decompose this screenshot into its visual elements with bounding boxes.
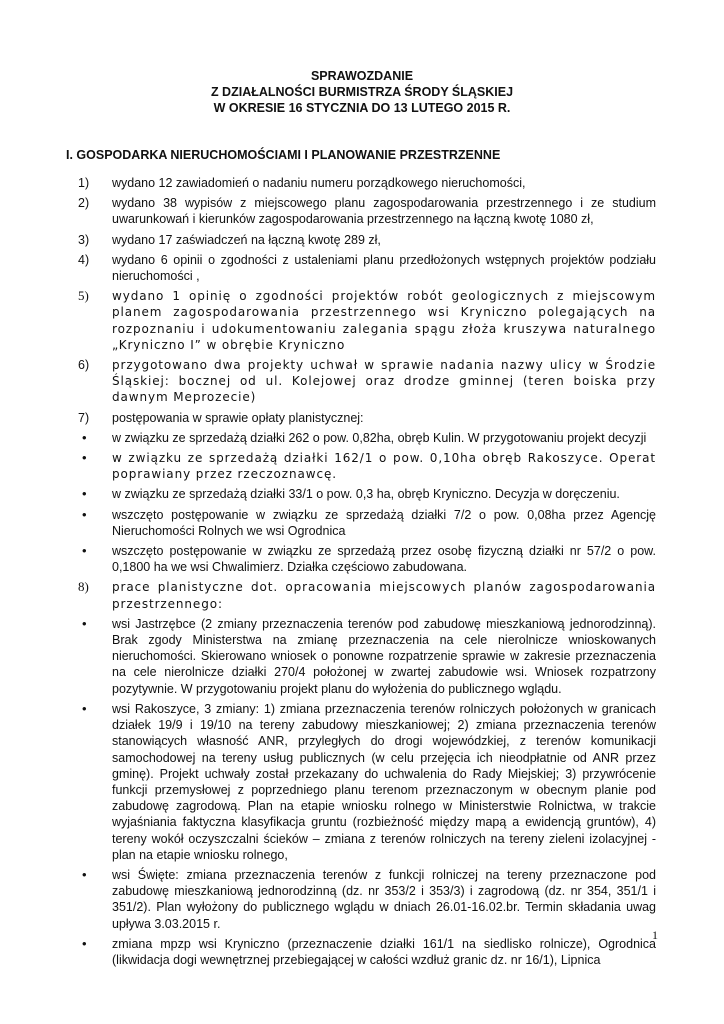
- list-item: [78, 175, 656, 191]
- section-title: I. GOSPODARKA NIERUCHOMOŚCIAMI I PLANOWANIE PRZESTRZENNE: [66, 148, 501, 162]
- item-marker: 2): [78, 196, 90, 211]
- list-item: [78, 867, 656, 932]
- bullet-icon: •: [82, 935, 87, 951]
- list-item: [78, 486, 656, 502]
- item-text: przygotowano dwa projekty uchwał w sprawie nadania nazwy ulicy w Środzie Śląskiej: bocznej od ul. Kolejowej oraz drodze gminnej (teren boiska przy dawnym Meprozecie): [112, 358, 656, 405]
- list-item: [78, 357, 656, 406]
- item-marker: 5): [78, 288, 89, 304]
- page-number: 1: [652, 928, 658, 942]
- bullet-icon: •: [82, 450, 87, 466]
- bullet-icon: •: [82, 615, 87, 631]
- item-marker: 4): [78, 252, 90, 267]
- item-text: wydano 6 opinii o zgodności z ustaleniami planu przedłożonych wstępnych projektów podziału nieruchomości ,: [112, 252, 656, 284]
- item-text: wszczęto postępowanie w związku ze sprzedażą działki 7/2 o pow. 0,08ha przez Agencję Nieruchomości Rolnych we wsi Ogrodnica: [112, 507, 656, 538]
- list-item: [78, 252, 656, 284]
- list-item: [78, 430, 656, 446]
- item-text: prace planistyczne dot. opracowania miejscowych planów zagospodarowania przestrzennego:: [112, 580, 656, 611]
- bullet-icon: •: [82, 543, 87, 559]
- report-title: SPRAWOZDANIE: [310, 69, 414, 83]
- item-marker: 1): [78, 176, 90, 190]
- item-text: wsi Rakoszyce, 3 zmiany: 1) zmiana przeznaczenia terenów rolniczych położonych w granicach działek 19/9 i 19/10 na tereny zabudowy mieszkaniowej; 2) zmiana przeznaczenia terenów stanowiących własność ANR, przyległych do drogi wojewódzkiej, z terenów komunikacji samochodowej na tereny usług publicznych (w celu przejęcia ich nieodpłatnie od ANR przez gminę). Projekt uchwały został przekazany do uchwalenia do Rady Miejskiej; 3) przywrócenie funkcji przemysłowej z poprzedniego planu terenom przeznaczonym w obecnym planie pod zabudowę zagrodową. Plan na etapie wniosku rolnego w Ministerstwie Rolnictwa, w trakcie wyjaśniania faktyczna klasyfikacja gruntu (rozbieżność między mapą a ewidencją gruntów), 4) tereny wokół oczyszczalni ścieków – zmiana z terenów rolniczych na tereny zieleni izolacyjnej - plan na etapie wniosku rolnego,: [112, 701, 656, 862]
- bullet-icon: •: [82, 486, 87, 502]
- item-text: wydano 17 zaświadczeń na łączną kwotę 289 zł,: [112, 232, 381, 247]
- item-text: zmiana mpzp wsi Kryniczno (przeznaczenie działki 161/1 na siedlisko rolnicze), Ogrodnica (likwidacja dogi wewnętrznej przebiegającej w całości wzdłuż granic dz. nr 16/1), Lipnica: [112, 936, 656, 967]
- list-item: [78, 410, 656, 426]
- bullet-icon: •: [82, 429, 87, 445]
- list-item: [78, 232, 656, 248]
- item-text: w związku ze sprzedażą działki 162/1 o pow. 0,10ha obręb Rakoszyce. Operat poprawiany przez rzeczoznawcę.: [112, 451, 656, 482]
- report-subtitle: Z DZIAŁALNOŚCI BURMISTRZA ŚRODY ŚLĄSKIEJ: [210, 85, 514, 99]
- list-item: [78, 543, 656, 575]
- list-item: [78, 288, 656, 353]
- list-item: [78, 616, 656, 697]
- list-item: [78, 450, 656, 482]
- report-period: W OKRESIE 16 STYCZNIA DO 13 LUTEGO 2015 R.: [213, 101, 511, 115]
- item-marker: 3): [78, 232, 90, 247]
- list-item: [78, 936, 656, 968]
- item-text: wydano 12 zawiadomień o nadaniu numeru porządkowego nieruchomości,: [112, 176, 526, 190]
- list-item: [78, 701, 656, 863]
- bullet-icon: •: [82, 506, 87, 522]
- item-text: wsi Święte: zmiana przeznaczenia terenów z funkcji rolniczej na tereny przeznaczone pod zabudowę mieszkaniową jednorodzinną (dz. nr 353/2 i 353/3) i zagrodową (dz. nr 354, 351/1 i 351/2). Plan wyłożony do publicznego wglądu w dniach 26.01-16.02.br. Termin składania uwag upływa 3.03.2015 r.: [112, 867, 656, 931]
- bullet-icon: •: [82, 866, 87, 882]
- item-text: wsi Jastrzębce (2 zmiany przeznaczenia terenów pod zabudowę mieszkaniową jednorodzinną). Brak zgody Ministerstwa na zmianę przeznaczenia na cele nierolnicze wnioskowanych nieruchomości. Skierowano wniosek o ponowne rozpatrzenie sprawie w zakresie przeznaczenia na cele nierolnicze działki 270/4 położonej w zwartej zabudowie wsi. Wniosek rozpatrzony pozytywnie. W przygotowaniu projekt planu do wyłożenia do publicznego wglądu.: [112, 616, 656, 696]
- item-text: postępowania w sprawie opłaty planistycznej:: [112, 410, 364, 425]
- item-marker: 6): [78, 358, 90, 373]
- bullet-icon: •: [82, 700, 87, 716]
- item-text: wszczęto postępowanie w związku ze sprzedażą przez osobę fizyczną działki nr 57/2 o pow. 0,1800 ha we wsi Chwalimierz. Działka częściowo zabudowana.: [112, 544, 656, 575]
- list-item: [78, 507, 656, 539]
- item-text: wydano 1 opinię o zgodności projektów robót geologicznych z miejscowym planem zagospodarowania przestrzennego wsi Kryniczno polegających na rozpoznaniu i udokumentowaniu zalegania spągu złoża kruszywa naturalnego „Kryniczno I” w obrębie Kryniczno: [112, 289, 656, 352]
- report-header: [0, 68, 724, 116]
- report-list: [78, 175, 656, 972]
- item-text: wydano 38 wypisów z miejscowego planu zagospodarowania przestrzennego i ze studium uwarunkowań i kierunków zagospodarowania przestrzennego na łączną kwotę 1080 zł,: [112, 196, 656, 227]
- list-item: [78, 579, 656, 611]
- item-marker: 7): [78, 410, 90, 425]
- item-text: w związku ze sprzedażą działki 262 o pow. 0,82ha, obręb Kulin. W przygotowaniu projekt decyzji: [112, 430, 647, 445]
- list-item: [78, 195, 656, 227]
- item-marker: 8): [78, 579, 89, 595]
- item-text: w związku ze sprzedażą działki 33/1 o pow. 0,3 ha, obręb Kryniczno. Decyzja w doręczeniu.: [112, 487, 620, 502]
